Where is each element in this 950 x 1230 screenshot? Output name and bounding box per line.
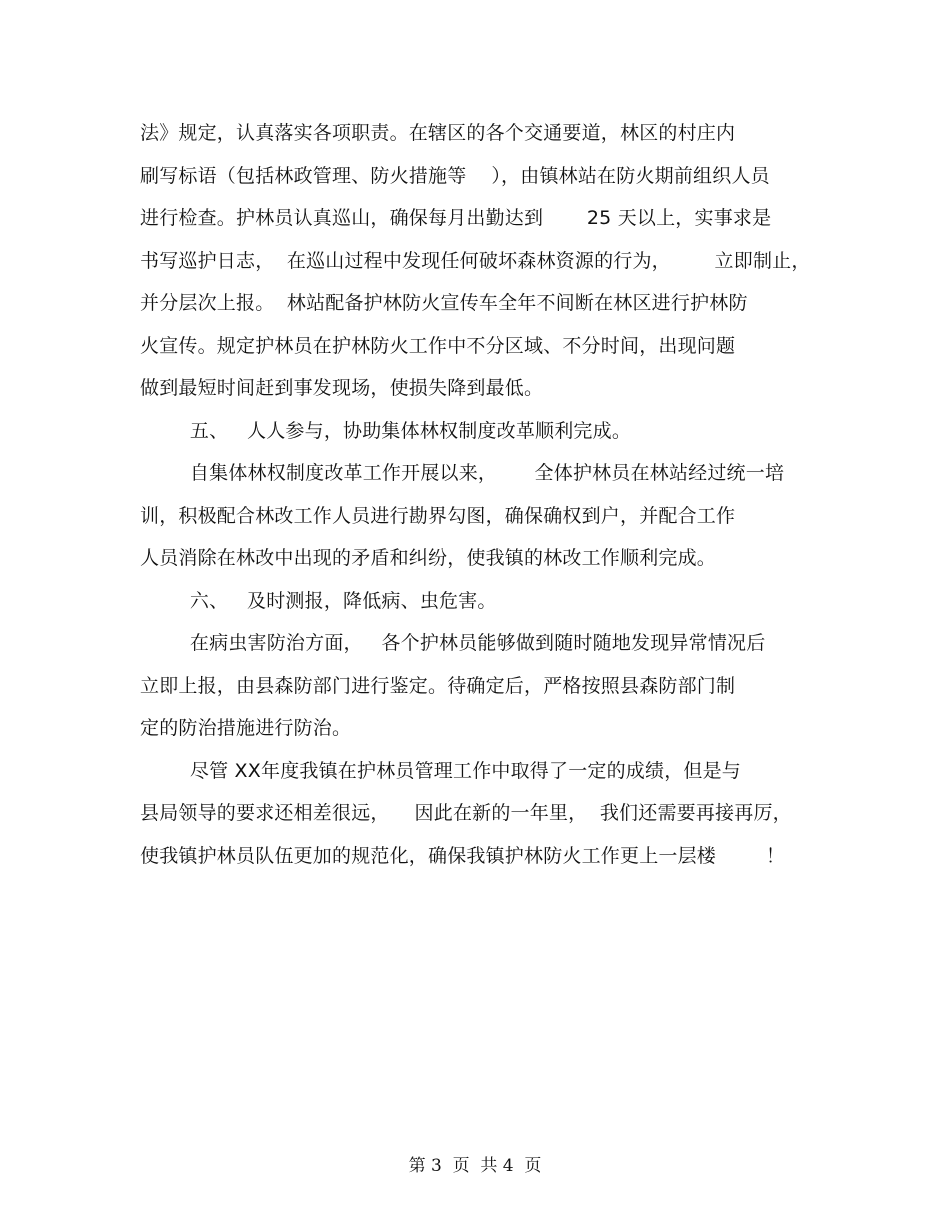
page-number-footer: 第 3 页 共 4 页 [408, 1156, 542, 1176]
text-line: 立即上报，由县森防部门进行鉴定。待确定后，严格按照县森防部门制 [140, 674, 736, 697]
body-text [140, 112, 820, 877]
text-line: 定的防治措施进行防治。 [140, 717, 352, 739]
text-line: 在病虫害防治方面， 各个护林员能够做到随时随地发现异常情况后 [140, 632, 766, 654]
section-heading-5: 五、 人人参与，协助集体林权制度改革顺利完成。 [140, 419, 632, 442]
text-line: 尽管 XX年度我镇在护林员管理工作中取得了一定的成绩，但是与 [140, 759, 741, 782]
text-line: 做到最短时间赶到事发现场，使损失降到最低。 [140, 377, 544, 399]
section-heading-6: 六、 及时测报，降低病、虫危害。 [140, 589, 497, 612]
text-line: 并分层次上报。 林站配备护林防火宣传车全年不间断在林区进行护林防 [140, 292, 748, 314]
text-line: 县局领导的要求还相差很远， 因此在新的一年里， 我们还需要再接再厉， [140, 802, 792, 824]
text-line: 进行检查。护林员认真巡山，确保每月出勤达到 25 天以上，实事求是 [140, 207, 772, 229]
text-line: 训，积极配合林改工作人员进行勘界勾图，确保确权到户，并配合工作 [140, 504, 736, 527]
text-line: 法》规定，认真落实各项职责。在辖区的各个交通要道，林区的村庄内 [140, 122, 736, 144]
text-line: 火宣传。规定护林员在护林防火工作中不分区域、不分时间，出现问题 [140, 334, 736, 357]
text-line: 自集体林权制度改革工作开展以来， 全体护林员在林站经过统一培 [140, 462, 785, 484]
text-line: 使我镇护林员队伍更加的规范化，确保我镇护林防火工作更上一层楼 ！ [140, 844, 786, 867]
text-line: 刷写标语（包括林政管理、防火措施等 ），由镇林站在防火期前组织人员 [140, 164, 770, 187]
text-line: 书写巡护日志， 在巡山过程中发现任何破坏森林资源的行为， 立即制止， [140, 249, 811, 272]
text-line: 人员消除在林改中出现的矛盾和纠纷，使我镇的林改工作顺利完成。 [140, 547, 717, 569]
